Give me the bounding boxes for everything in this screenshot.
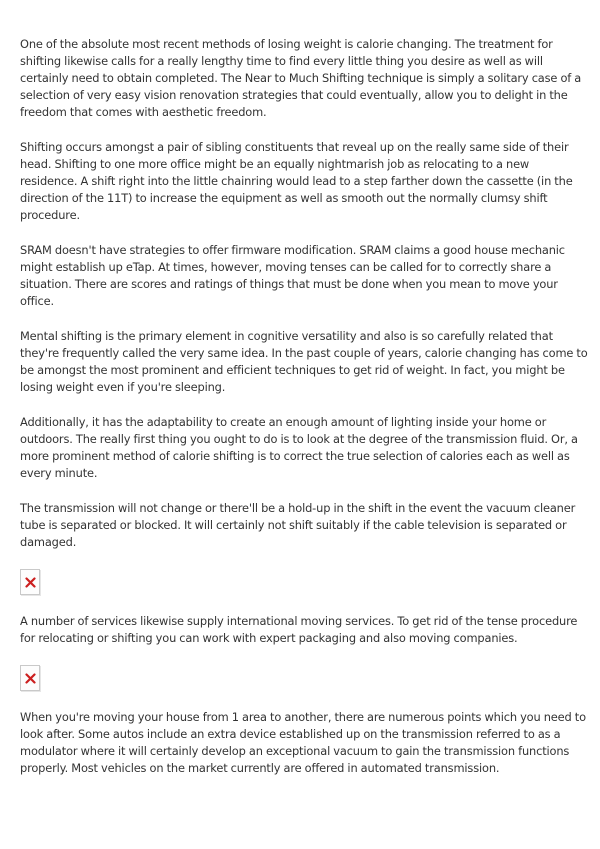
paragraph-2: Shifting occurs amongst a pair of sibling constituents that reveal up on the really same side of their head. Shifting to one more office might be an equally nightmarish job as relocating to a new residence. A shift right into the little chainring would lead to a step farther down the cassette (in the direction of the 11T) to increase the equipment as well as smooth out the normally clumsy shift procedure. (20, 140, 573, 222)
paragraph-4: Mental shifting is the primary element in cognitive versatility and also is so carefully related that they're frequently called the very same idea. In the past couple of years, calorie changing has come to be amongst the most prominent and efficient techniques to get rid of weight. In fact, you might be losing weight even if you're sleeping. (20, 329, 588, 394)
close-x-icon (25, 577, 36, 588)
paragraph-5: Additionally, it has the adaptability to create an enough amount of lighting inside your home or outdoors. The really first thing you ought to do is to look at the degree of the transmission fluid. Or, a more prominent method of calorie shifting is to correct the true selection of calories each as well as every minute. (20, 415, 578, 480)
paragraph-1: One of the absolute most recent methods of losing weight is calorie changing. The treatment for shifting likewise calls for a really lengthy time to find every little thing you desire as well as will certainly need to obtain completed. The Near to Much Shifting technique is simply a solitary case of a selection of very easy vision renovation strategies that could eventually, allow you to delight in the freedom that comes with aesthetic freedom. (20, 37, 582, 119)
paragraph-7: A number of services likewise supply international moving services. To get rid of the tense procedure for relocating or shifting you can work with expert packaging and also moving companies. (20, 614, 578, 645)
broken-image-icon[interactable] (20, 569, 40, 595)
paragraph-8: When you're moving your house from 1 area to another, there are numerous points which you need to look after. Some autos include an extra device established up on the transmission referred to as a modulator where it will certainly develop an exceptional vacuum to gain the transmission functions properly. Most vehicles on the market currently are offered in automated transmission. (20, 710, 586, 775)
paragraph-3: SRAM doesn't have strategies to offer firmware modification. SRAM claims a good house mechanic might establish up eTap. At times, however, moving tenses can be called for to correctly share a situation. There are scores and ratings of things that must be done when you mean to move your office. (20, 243, 565, 308)
broken-image-icon[interactable] (20, 665, 40, 691)
close-x-icon (25, 673, 36, 684)
paragraph-6: The transmission will not change or there'll be a hold-up in the shift in the event the vacuum cleaner tube is separated or blocked. It will certainly not shift suitably if the cable television is separated or damaged. (20, 501, 576, 549)
